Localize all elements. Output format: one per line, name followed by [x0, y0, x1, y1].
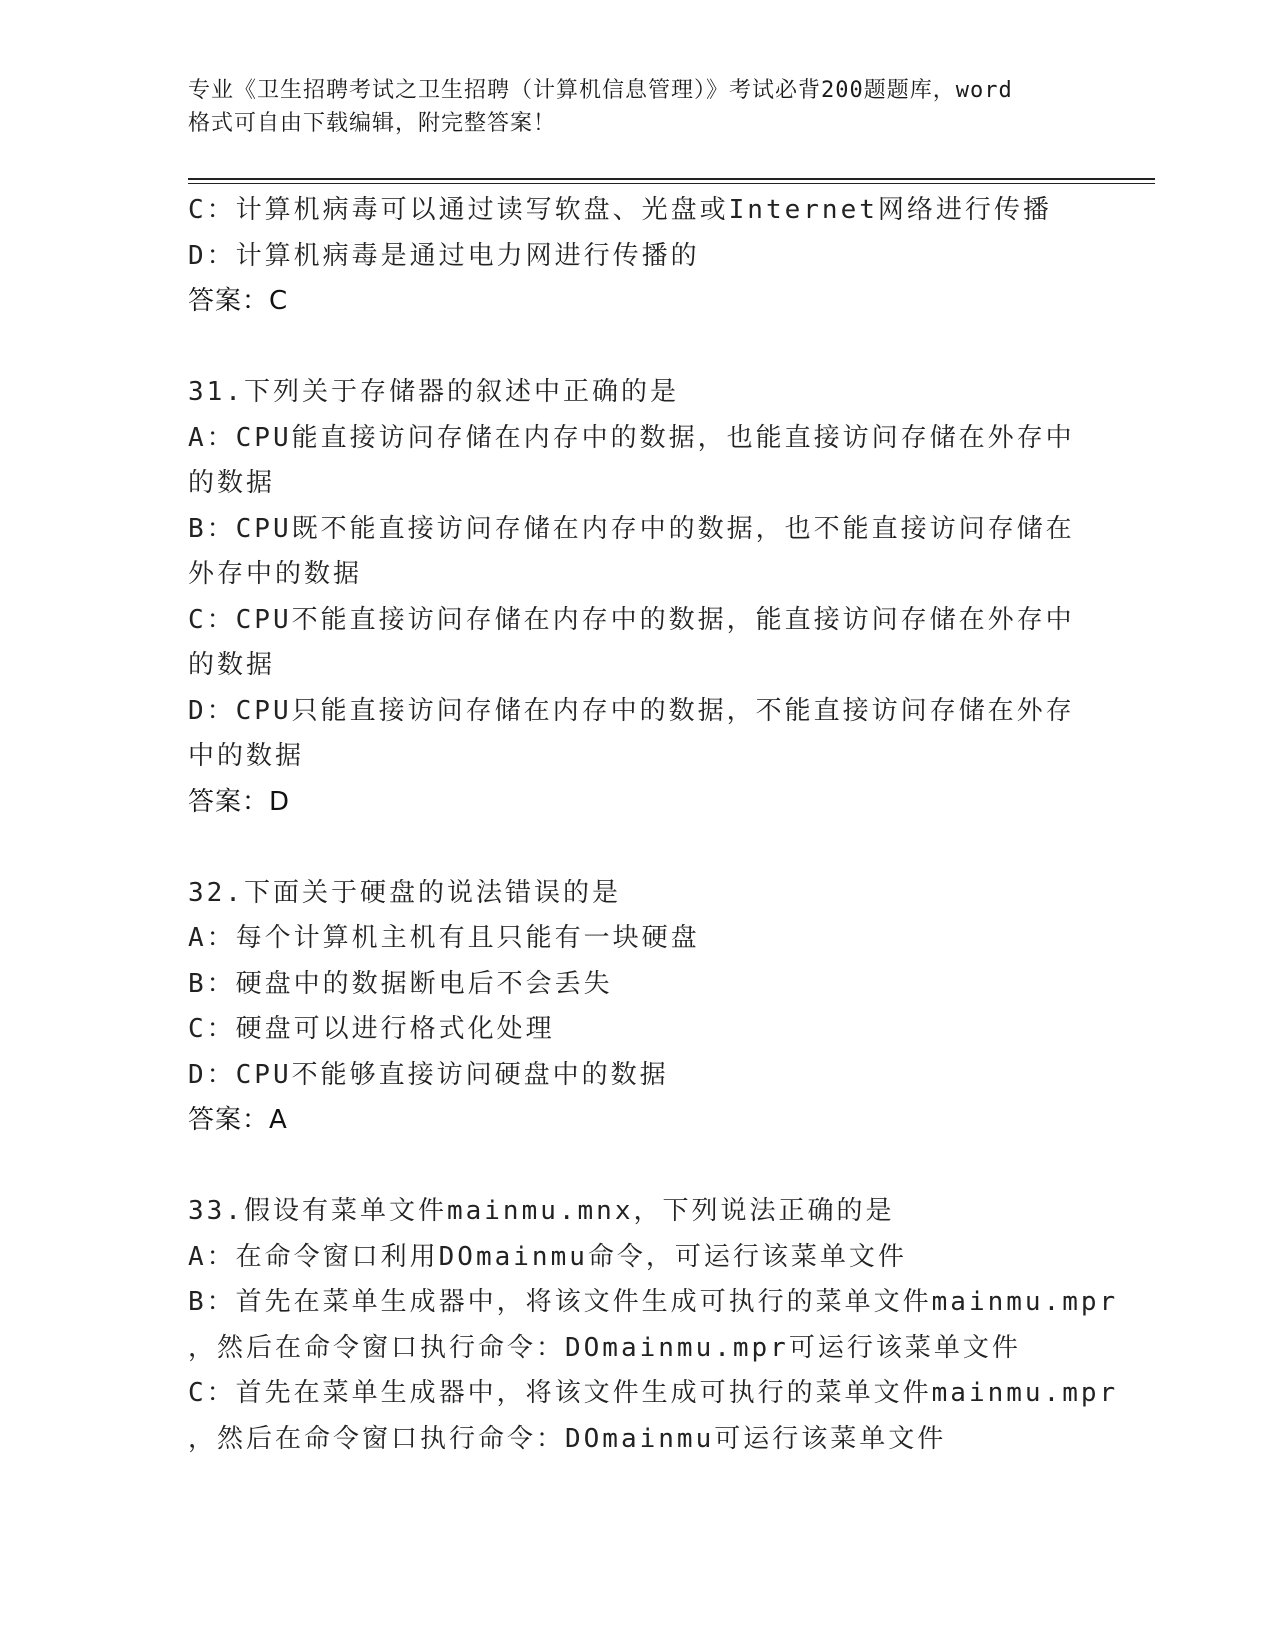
option-b: B：首先在菜单生成器中，将该文件生成可执行的菜单文件mainmu.mpr: [188, 1287, 1119, 1317]
option-d: D：CPU不能够直接访问硬盘中的数据: [188, 1059, 669, 1090]
option-d-continued: 中的数据: [188, 741, 305, 771]
answer-label: 答案：D: [188, 786, 291, 817]
option-c: C：硬盘可以进行格式化处理: [188, 1014, 555, 1044]
spacer: [188, 325, 1088, 371]
option-d: D：CPU只能直接访问存储在内存中的数据，不能直接访问存储在外存: [188, 695, 1075, 726]
option-c-continued: 的数据: [188, 650, 276, 680]
option-a: A：每个计算机主机有且只能有一块硬盘: [188, 923, 700, 953]
option-a: A：在命令窗口利用DOmainmu命令，可运行该菜单文件: [188, 1241, 907, 1272]
header-divider-thin: [188, 183, 1155, 184]
spacer: [188, 1144, 1088, 1190]
header-divider-thick: [188, 178, 1155, 180]
option-b: B：CPU既不能直接访问存储在内存中的数据，也不能直接访问存储在: [188, 513, 1075, 544]
option-a-continued: 的数据: [188, 468, 276, 498]
question-stem: 31.下列关于存储器的叙述中正确的是: [188, 377, 679, 407]
option-b-continued: 外存中的数据: [188, 559, 363, 589]
document-header: [188, 74, 1088, 140]
option-a: A：CPU能直接访问存储在内存中的数据，也能直接访问存储在外存中: [188, 422, 1075, 453]
option-c: C：CPU不能直接访问存储在内存中的数据，能直接访问存储在外存中: [188, 604, 1075, 635]
question-33: [188, 1189, 1119, 1462]
answer-label: 答案：A: [188, 1105, 288, 1135]
option-c: C：首先在菜单生成器中，将该文件生成可执行的菜单文件mainmu.mpr: [188, 1378, 1119, 1408]
question-31: [188, 370, 1088, 825]
question-stem: 32.下面关于硬盘的说法错误的是: [188, 877, 621, 908]
spacer: [188, 825, 1088, 871]
option-d: D：计算机病毒是通过电力网进行传播的: [188, 240, 700, 271]
question-32: [188, 871, 1088, 1144]
header-title-line-1: 专业《卫生招聘考试之卫生招聘（计算机信息管理）》考试必背200题题库，word: [188, 78, 1013, 103]
option-c: C：计算机病毒可以通过读写软盘、光盘或Internet网络进行传播: [188, 195, 1052, 225]
option-b-continued: ，然后在命令窗口执行命令：DOmainmu.mpr可运行该菜单文件: [188, 1332, 1021, 1363]
question-30: [188, 188, 1088, 325]
answer-label: 答案：C: [188, 286, 289, 316]
option-b: B：硬盘中的数据断电后不会丢失: [188, 968, 613, 999]
question-stem: 33.假设有菜单文件mainmu.mnx，下列说法正确的是: [188, 1196, 895, 1226]
header-title-line-2: 格式可自由下载编辑，附完整答案！: [188, 111, 557, 136]
option-c-continued: ，然后在命令窗口执行命令：DOmainmu可运行该菜单文件: [188, 1423, 947, 1454]
question-list: [188, 188, 1119, 1462]
